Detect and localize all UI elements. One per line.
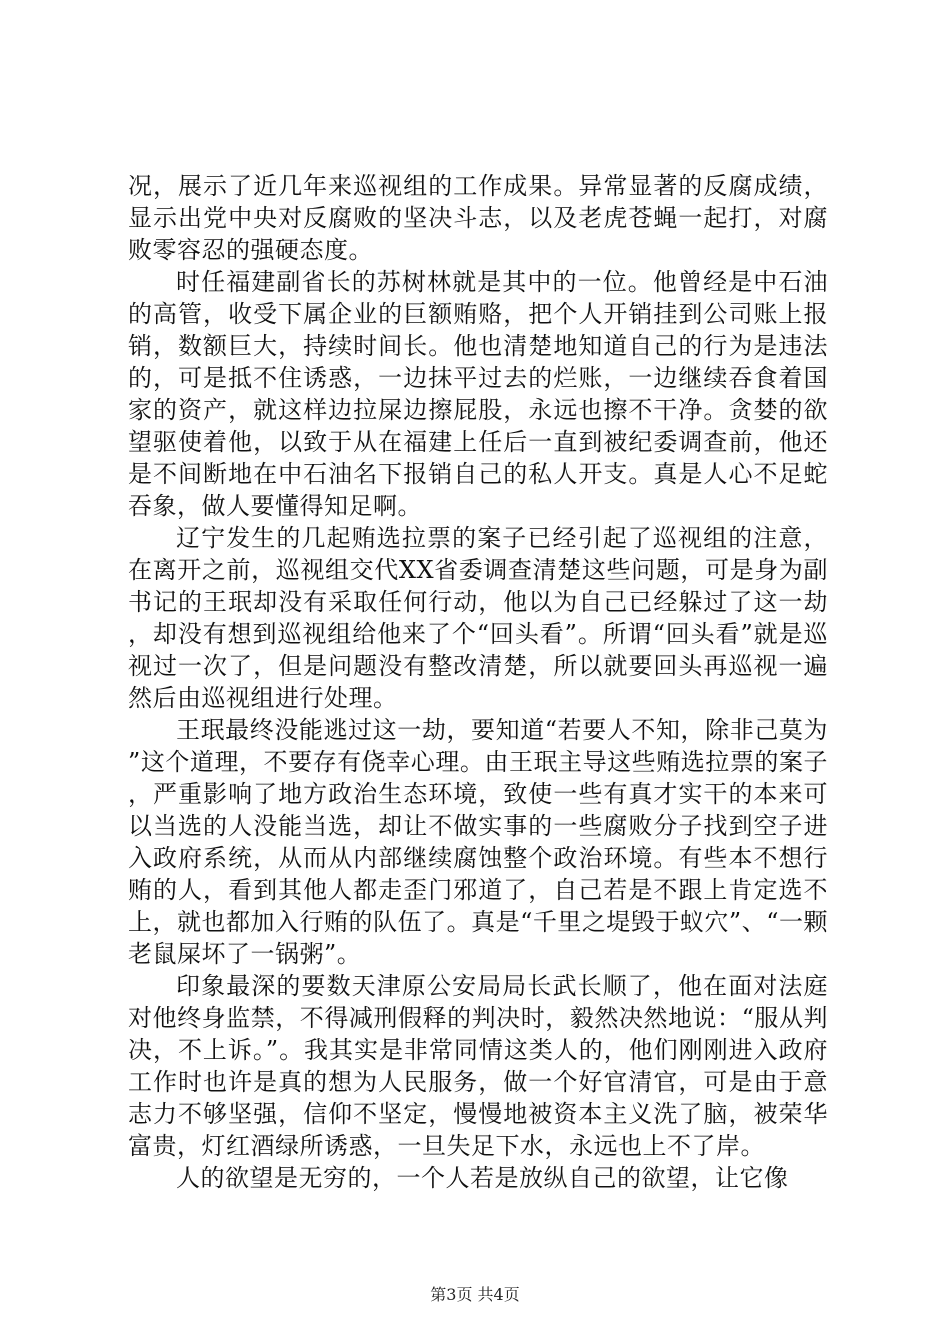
paragraph-2: 时任福建副省长的苏树林就是其中的一位。他曾经是中石油的高管，收受下属企业的巨额贿赂，把个人开销挂到公司账上报销，数额巨大，持续时间长。他也清楚地知道自己的行为是违法的，可是抵不住诱惑，一边抹平过去的烂账，一边继续吞食着国家的资产，就这样边拉屎边擦屁股，永远也擦不干净。贪婪的欲望驱使着他，以致于从在福建上任后一直到被纪委调查前，他还是不间断地在中石油名下报销自己的私人开支。真是人心不足蛇吞象，做人要懂得知足啊。 xyxy=(128,268,828,520)
page-number: 第3页 共4页 xyxy=(430,1285,520,1304)
paragraph-4: 王珉最终没能逃过这一劫，要知道“若要人不知，除非己莫为”这个道理，不要存有侥幸心理。由王珉主导这些贿选拉票的案子，严重影响了地方政治生态环境，致使一些有真才实干的本来可以当选的人没能当选，却让不做实事的一些腐败分子找到空子进入政府系统，从而从内部继续腐蚀整个政治环境。有些本不想行贿的人，看到其他人都走歪门邪道了，自己若是不跟上肯定选不上，就也都加入行贿的队伍了。真是“千里之堤毁于蚁穴”、“一颗老鼠屎坏了一锅粥”。 xyxy=(128,716,828,968)
paragraph-3: 辽宁发生的几起贿选拉票的案子已经引起了巡视组的注意，在离开之前，巡视组交代XX省委调查清楚这些问题，可是身为副书记的王珉却没有采取任何行动，他以为自己已经躲过了这一劫，却没有想到巡视组给他来了个“回头看”。所谓“回头看”就是巡视过一次了，但是问题没有整改清楚，所以就要回头再巡视一遍然后由巡视组进行处理。 xyxy=(128,524,828,712)
paragraph-6: 人的欲望是无穷的，一个人若是放纵自己的欲望，让它像 xyxy=(176,1164,789,1192)
paragraph-1: 况，展示了近几年来巡视组的工作成果。异常显著的反腐成绩，显示出党中央对反腐败的坚决斗志，以及老虎苍蝇一起打，对腐败零容忍的强硬态度。 xyxy=(128,172,828,264)
paragraph-5: 印象最深的要数天津原公安局局长武长顺了，他在面对法庭对他终身监禁，不得减刑假释的判决时，毅然决然地说：“服从判决，不上诉。”。我其实是非常同情这类人的，他们刚刚进入政府工作时也许是真的想为人民服务，做一个好官清官，可是由于意志力不够坚强，信仰不坚定，慢慢地被资本主义洗了脑，被荣华富贵，灯红酒绿所诱惑，一旦失足下水，永远也上不了岸。 xyxy=(128,972,828,1160)
page-footer xyxy=(0,1284,950,1306)
document-body xyxy=(128,170,828,1194)
